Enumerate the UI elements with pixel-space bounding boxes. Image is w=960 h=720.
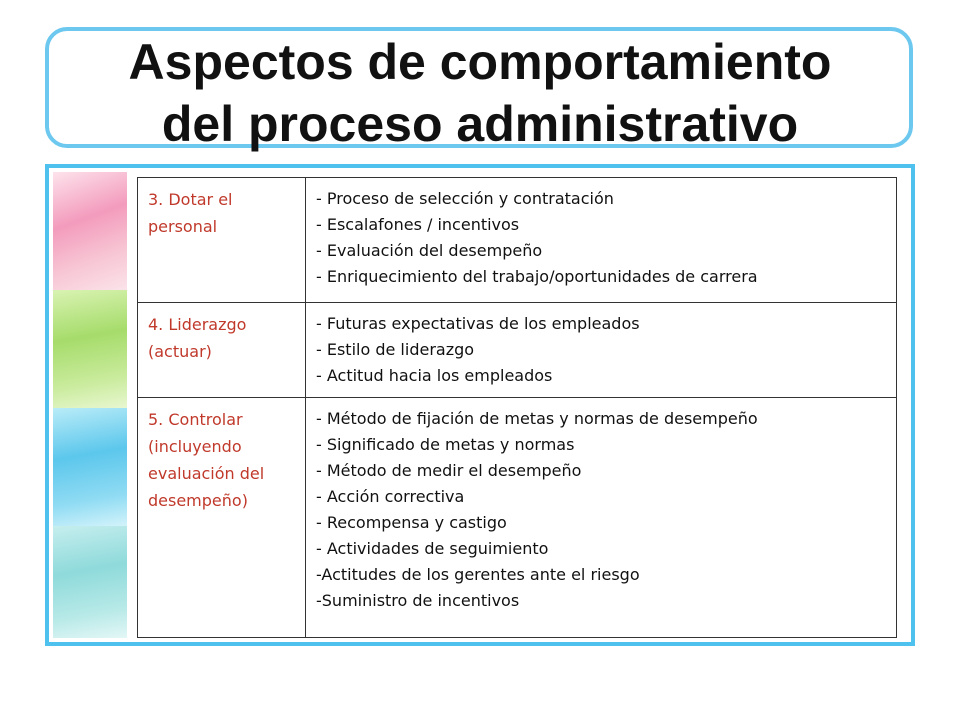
list-item: -Suministro de incentivos bbox=[316, 591, 520, 610]
list-item: - Significado de metas y normas bbox=[316, 435, 575, 454]
decorative-blue-panel bbox=[53, 408, 127, 526]
list-item: - Recompensa y castigo bbox=[316, 513, 507, 532]
row-items bbox=[306, 398, 897, 638]
list-item: - Proceso de selección y contratación bbox=[316, 189, 614, 208]
table-row bbox=[138, 178, 897, 303]
list-item: - Estilo de liderazgo bbox=[316, 340, 475, 359]
row-label: 4. Liderazgo (actuar) bbox=[138, 303, 306, 398]
list-item: - Método de fijación de metas y normas de desempeño bbox=[316, 409, 758, 428]
row-items bbox=[306, 303, 897, 398]
list-item: -Actitudes de los gerentes ante el riesgo bbox=[316, 565, 640, 584]
table-row bbox=[138, 303, 897, 398]
row-items bbox=[306, 178, 897, 303]
table-row bbox=[138, 398, 897, 638]
row-label: 3. Dotar el personal bbox=[138, 178, 306, 303]
row-label: 5. Controlar (incluyendo evaluación del desempeño) bbox=[138, 398, 306, 638]
decorative-pink-panel bbox=[53, 172, 127, 290]
list-item: - Método de medir el desempeño bbox=[316, 461, 582, 480]
slide-title-line-2: del proceso administrativo bbox=[161, 96, 799, 152]
list-item: - Futuras expectativas de los empleados bbox=[316, 314, 640, 333]
list-item: - Enriquecimiento del trabajo/oportunidades de carrera bbox=[316, 267, 758, 286]
decorative-green-panel bbox=[53, 290, 127, 408]
list-item: - Evaluación del desempeño bbox=[316, 241, 543, 260]
behavior-aspects-table bbox=[137, 177, 897, 638]
list-item: - Escalafones / incentivos bbox=[316, 215, 520, 234]
list-item: - Actividades de seguimiento bbox=[316, 539, 549, 558]
list-item: - Acción correctiva bbox=[316, 487, 465, 506]
decorative-teal-panel bbox=[53, 526, 127, 638]
slide-title-line-1: Aspectos de comportamiento bbox=[128, 34, 832, 90]
list-item: - Actitud hacia los empleados bbox=[316, 366, 553, 385]
